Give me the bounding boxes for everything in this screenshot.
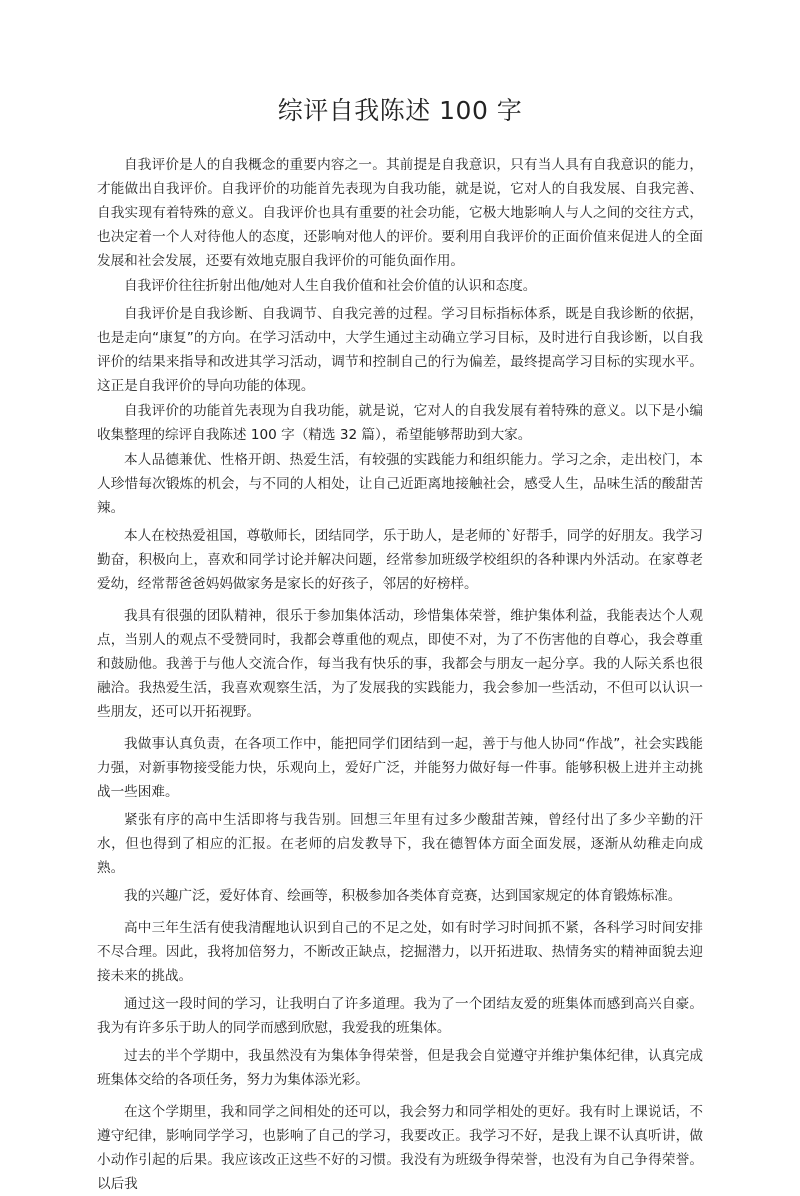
paragraph-2: 自我评价往往折射出他/她对人生自我价值和社会价值的认识和态度。 — [124, 278, 537, 294]
document-body — [97, 153, 703, 1196]
paragraph-14: 在这个学期里，我和同学之间相处的还可以，我会努力和同学相处的更好。我有时上课说话，不遵守纪律，影响同学学习，也影响了自己的学习，我要改正。我学习不好，是我上课不认真听讲，做小动作引起的后果。我应该改正这些不好的习惯。我没有为班级争得荣誉，也没有为自己争得荣誉。以后我 — [97, 1104, 703, 1192]
paragraph-8: 我做事认真负责，在各项工作中，能把同学们团结到一起，善于与他人协同“作战”，社会实践能力强，对新事物接受能力快，乐观向上，爱好广泛，并能努力做好每一件事。能够积极上进并主动挑战一些困难。 — [97, 736, 703, 800]
paragraph-7: 我具有很强的团队精神，很乐于参加集体活动，珍惜集体荣誉，维护集体利益，我能表达个人观点，当别人的观点不受赞同时，我都会尊重他的观点，即使不对，为了不伤害他的自尊心，我会尊重和鼓励他。我善于与他人交流合作，每当我有快乐的事，我都会与朋友一起分享。我的人际关系也很融洽。我热爱生活，我喜欢观察生活，为了发展我的实践能力，我会参加一些活动，不但可以认识一些朋友，还可以开拓视野。 — [97, 608, 703, 720]
paragraph-5: 本人品德兼优、性格开朗、热爱生活，有较强的实践能力和组织能力。学习之余，走出校门，本人珍惜每次锻炼的机会，与不同的人相处，让自己近距离地接触社会，感受人生，品味生活的酸甜苦辣。 — [97, 452, 703, 516]
paragraph-4: 自我评价的功能首先表现为自我功能，就是说，它对人的自我发展有着特殊的意义。以下是小编收集整理的综评自我陈述 100 字（精选 32 篇），希望能够帮助到大家。 — [97, 403, 703, 443]
paragraph-3: 自我评价是自我诊断、自我调节、自我完善的过程。学习目标指标体系，既是自我诊断的依据，也是走向“康复”的方向。在学习活动中，大学生通过主动确立学习目标，及时进行自我诊断，以自我评价的结果来指导和改进其学习活动，调节和控制自己的行为偏差，最终提高学习目标的实现水平。这正是自我评价的导向功能的体现。 — [97, 306, 703, 394]
paragraph-12: 通过这一段时间的学习，让我明白了许多道理。我为了一个团结友爱的班集体而感到高兴自豪。我为有许多乐于助人的同学而感到欣慰，我爱我的班集体。 — [97, 996, 703, 1036]
paragraph-13: 过去的半个学期中，我虽然没有为集体争得荣誉，但是我会自觉遵守并维护集体纪律，认真完成班集体交给的各项任务，努力为集体添光彩。 — [97, 1048, 703, 1088]
paragraph-10: 我的兴趣广泛，爱好体育、绘画等，积极参加各类体育竞赛，达到国家规定的体育锻炼标准。 — [124, 888, 682, 904]
paragraph-11: 高中三年生活有使我清醒地认识到自己的不足之处，如有时学习时间抓不紧，各科学习时间安排不尽合理。因此，我将加倍努力，不断改正缺点，挖掘潜力，以开拓进取、热情务实的精神面貌去迎接未来的挑战。 — [97, 920, 703, 984]
paragraph-1: 自我评价是人的自我概念的重要内容之一。其前提是自我意识，只有当人具有自我意识的能力，才能做出自我评价。自我评价的功能首先表现为自我功能，就是说，它对人的自我发展、自我完善、自我实现有着特殊的意义。自我评价也具有重要的社会功能，它极大地影响人与人之间的交往方式，也决定着一个人对待他人的态度，还影响对他人的评价。要利用自我评价的正面价值来促进人的全面发展和社会发展，还要有效地克服自我评价的可能负面作用。 — [97, 157, 703, 269]
paragraph-6: 本人在校热爱祖国，尊敬师长，团结同学，乐于助人，是老师的`好帮手，同学的好朋友。我学习勤奋，积极向上，喜欢和同学讨论并解决问题，经常参加班级学校组织的各种课内外活动。在家尊老爱幼，经常帮爸爸妈妈做家务是家长的好孩子，邻居的好榜样。 — [97, 528, 703, 592]
paragraph-9: 紧张有序的高中生活即将与我告别。回想三年里有过多少酸甜苦辣，曾经付出了多少辛勤的汗水，但也得到了相应的汇报。在老师的启发教导下，我在德智体方面全面发展，逐渐从幼稚走向成熟。 — [97, 812, 703, 876]
document-title: 综评自我陈述 100 字 — [277, 95, 523, 125]
